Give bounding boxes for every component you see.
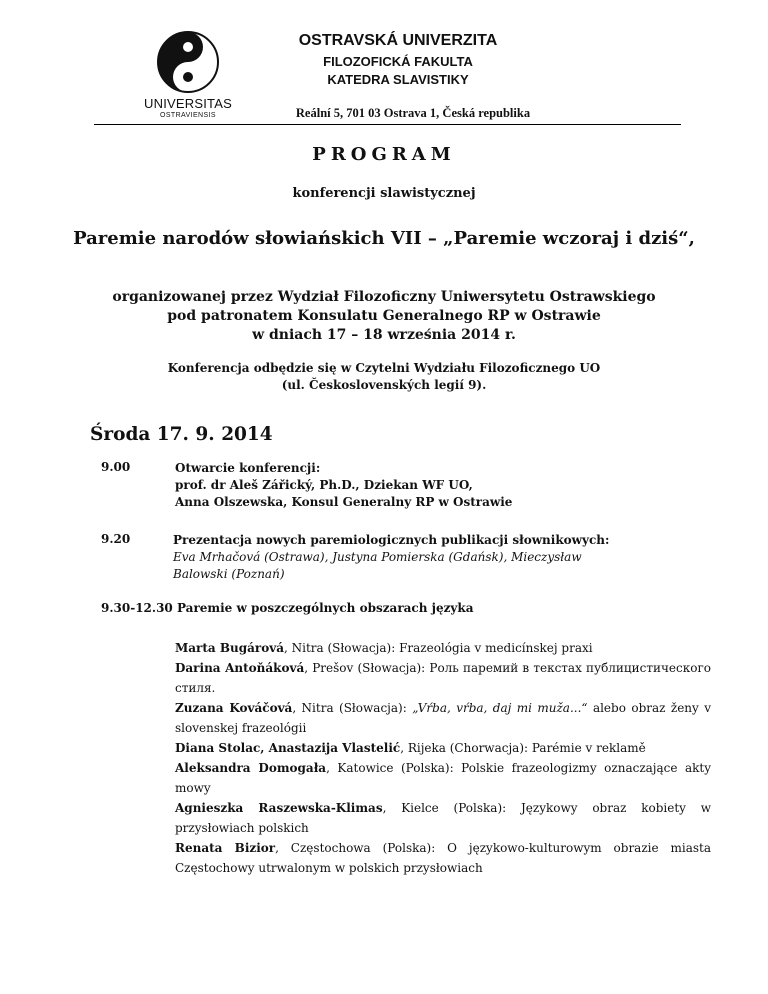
schedule-heading: Otwarcie konferencji: — [175, 461, 321, 475]
talk-title: Frazeológia v medicínskej praxi — [399, 641, 593, 655]
venue-line: (ul. Československých legií 9). — [281, 378, 487, 392]
day-heading: Środa 17. 9. 2014 — [90, 424, 273, 445]
header-divider — [94, 124, 681, 125]
session-title: Paremie w poszczególnych obszarach języka — [176, 601, 474, 615]
department-name: KATEDRA SLAVISTIKY — [327, 72, 469, 87]
venue-info — [60, 360, 708, 394]
logo-main-text: UNIVERSITAS — [144, 96, 232, 111]
talk-author: Agnieszka Raszewska-Klimas — [175, 801, 383, 815]
schedule-line: Balowski (Poznań) — [173, 567, 285, 581]
address: Reální 5, 701 03 Ostrava 1, Česká republika — [295, 106, 531, 120]
talk-item — [175, 698, 711, 738]
talk-title-italic: „Vŕba, vŕba, daj mi muža...“ — [412, 701, 588, 715]
schedule-line: prof. dr Aleš Zářický, Ph.D., Dziekan WF UO, — [175, 478, 473, 492]
talk-title: Polskie frazeologizmy oznaczające akty mowy — [175, 761, 712, 795]
talk-item — [175, 738, 711, 758]
talk-place: , Katowice (Polska): — [326, 761, 462, 775]
organizer-line: w dniach 17 – 18 września 2014 r. — [252, 327, 516, 343]
talk-item — [175, 658, 711, 698]
schedule-line: Eva Mrhačová (Ostrawa), Justyna Pomierska (Gdańsk), Mieczysław — [173, 550, 582, 564]
session-time: 9.30-12.30 — [101, 601, 173, 615]
organizer-info — [60, 288, 708, 345]
conference-type: konferencji slawistycznej — [292, 186, 476, 201]
talk-author: Darina Antoňáková — [175, 661, 305, 675]
header-institution — [262, 32, 534, 87]
yin-yang-logo-icon — [128, 30, 248, 96]
talk-title: Роль паремий в текстах публицистического стиля. — [175, 661, 711, 695]
university-logo — [128, 30, 248, 130]
talk-author: Renata Bizior — [175, 841, 276, 855]
talk-title: Parémie v reklamě — [531, 741, 646, 755]
university-name: OSTRAVSKÁ UNIVERZITA — [298, 32, 498, 49]
program-heading: PROGRAM — [312, 144, 456, 165]
faculty-name: FILOZOFICKÁ FAKULTA — [323, 54, 473, 69]
schedule-time: 9.20 — [101, 532, 131, 546]
talk-place: , Częstochowa (Polska): — [275, 841, 448, 855]
talk-item — [175, 838, 711, 878]
talk-author: Diana Stolac, Anastazija Vlastelić — [175, 741, 401, 755]
talk-item — [175, 638, 711, 658]
talk-title: alebo obraz ženy v slovenskej frazeológii — [175, 701, 711, 735]
talk-place: , Kielce (Polska): — [382, 801, 521, 815]
talk-author: Aleksandra Domogała — [175, 761, 327, 775]
talk-author: Marta Bugárová — [175, 641, 284, 655]
schedule-time: 9.00 — [101, 460, 131, 474]
talk-author: Zuzana Kováčová — [175, 701, 293, 715]
talk-place: , Nitra (Słowacja): — [292, 701, 413, 715]
logo-sub-text: OSTRAVIENSIS — [159, 112, 216, 119]
organizer-line: pod patronatem Konsulatu Generalnego RP w Ostrawie — [167, 308, 601, 324]
conference-title: Paremie narodów słowiańskich VII – „Paremie wczoraj i dziś“, — [73, 228, 695, 249]
talk-list — [175, 638, 711, 878]
venue-line: Konferencja odbędzie się w Czytelni Wydziału Filozoficznego UO — [167, 361, 601, 375]
talk-place: , Nitra (Słowacja): — [283, 641, 400, 655]
talk-place: , Rijeka (Chorwacja): — [400, 741, 532, 755]
talk-title: Językowy obraz kobiety w przysłowiach polskich — [175, 801, 711, 835]
organizer-line: organizowanej przez Wydział Filozoficzny Uniwersytetu Ostrawskiego — [112, 289, 656, 305]
schedule-heading: Prezentacja nowych paremiologicznych publikacji słownikowych: — [173, 533, 610, 547]
schedule-item — [173, 532, 713, 583]
talk-item — [175, 758, 711, 798]
talk-item — [175, 798, 711, 838]
schedule-item — [175, 460, 715, 511]
logo-text — [128, 96, 248, 119]
session-heading — [101, 601, 473, 615]
talk-place: , Prešov (Słowacja): — [304, 661, 430, 675]
talk-title: O językowo-kulturowym obrazie miasta Częstochowy utrwalonym w polskich przysłowiach — [175, 841, 711, 875]
schedule-line: Anna Olszewska, Konsul Generalny RP w Ostrawie — [175, 495, 513, 509]
